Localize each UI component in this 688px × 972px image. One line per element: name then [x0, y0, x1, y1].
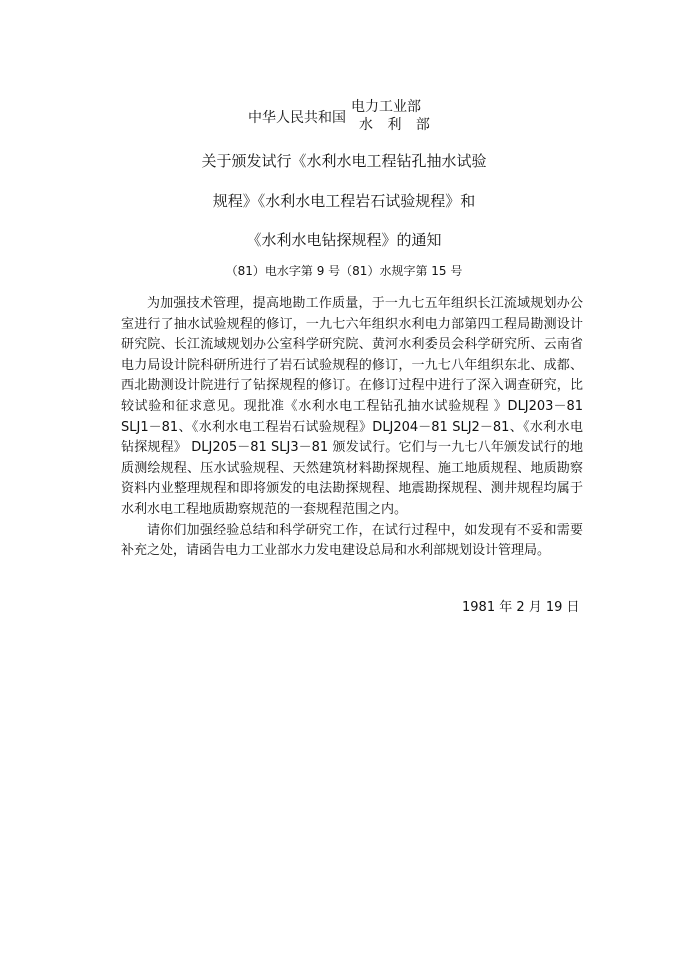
notice-title-line-1: 关于颁发试行《水利水电工程钻孔抽水试验: [201, 152, 487, 170]
issuer-ministry-power: 电力工业部: [351, 99, 421, 115]
issuing-authority: [0, 98, 688, 134]
notice-title-line-3: 《水利水电钻探规程》的通知: [246, 231, 442, 249]
issuer-country: 中华人民共和国: [248, 110, 346, 126]
issuer-ministry-water: 水 利 部: [359, 117, 435, 133]
issuer-ministries: [351, 98, 435, 134]
body-paragraph-2: 请你们加强经验总结和科学研究工作，在试行过程中，如发现有不妥和需要补充之处，请函告电力工业部水力发电建设总局和水利部规划设计管理局。: [121, 522, 583, 559]
notice-body: [121, 294, 583, 562]
issue-date: 1981 年 2 月 19 日: [462, 600, 580, 615]
body-paragraph-1: 为加强技术管理，提高地勘工作质量，于一九七五年组织长江流域规划办公室进行了抽水试验规程的修订，一九七六年组织水利电力部第四工程局勘测设计研究院、长江流域规划办公室科学研究院、黄河水利委员会科学研究所、云南省电力局设计院科研所进行了岩石试验规程的修订，一九七八年组织东北、成都、西北勘测设计院进行了钻探规程的修订。在修订过程中进行了深入调查研究，比较试验和征求意见。现批准《水利水电工程钻孔抽水试验规程 》DLJ203－81 SLJ1－81、《水利水电工程岩石试验规程》DLJ204－81 SLJ2－81、《水利水电钻探规程》 DLJ205－81 SLJ3－81 颁发试行。它们与一九七八年颁发试行的地质测绘规程、压水试验规程、天然建筑材料勘探规程、施工地质规程、地质勘察资料内业整理规程和即将颁发的电法勘探规程、地震勘探规程、测井规程均属于水利水电工程地质勘察规范的一套规程范围之内。: [121, 296, 583, 517]
notice-title-line-2: 规程》《水利水电工程岩石试验规程》和: [212, 192, 476, 210]
document-numbers: （81）电水字第 9 号（81）水规字第 15 号: [225, 264, 463, 278]
